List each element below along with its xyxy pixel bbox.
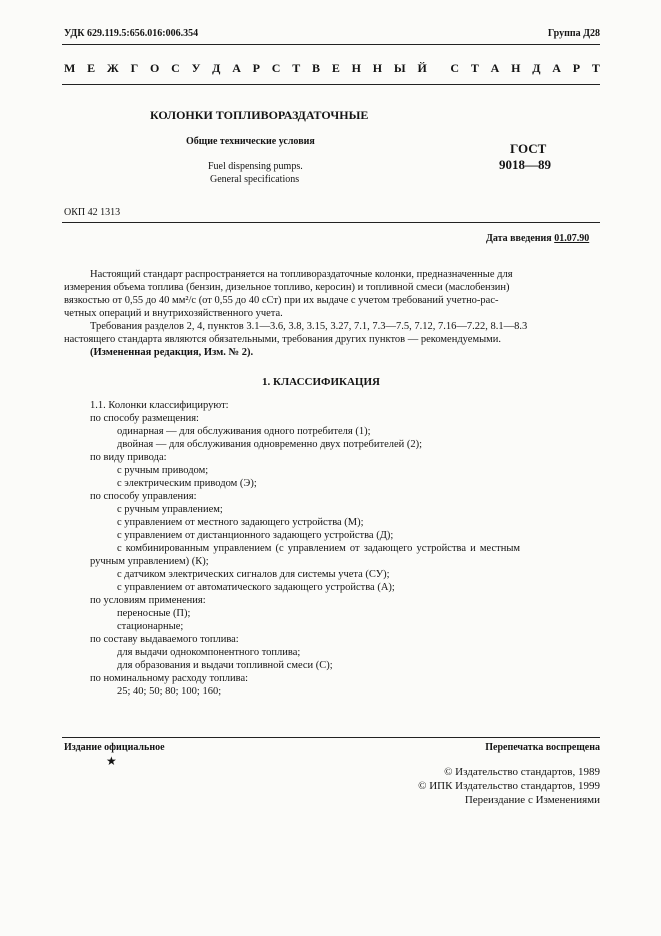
banner-letter: А — [552, 61, 561, 75]
banner-letter: Д — [532, 61, 541, 75]
english-title-line1: Fuel dispensing pumps. — [208, 161, 303, 172]
banner-letter: У — [191, 61, 201, 75]
document-title: КОЛОНКИ ТОПЛИВОРАЗДАТОЧНЫЕ — [150, 108, 369, 122]
introduction-date-value: 01.07.90 — [554, 233, 590, 244]
classification-line: с датчиком электрических сигналов для системы учета (СУ); — [117, 569, 390, 580]
classification-line: одинарная — для обслуживания одного потребителя (1); — [117, 426, 371, 437]
body-paragraph2-line2: настоящего стандарта являются обязательными, требования других пунктов — рекомендуемыми. — [64, 334, 502, 345]
banner-letter: А — [490, 61, 500, 75]
banner-letter: Н — [351, 61, 361, 75]
gost-number: 9018—89 — [499, 157, 551, 172]
reprint-prohibited-label: Перепечатка воспрещена — [485, 742, 600, 753]
okp-rule — [62, 222, 600, 223]
top-rule — [62, 44, 600, 45]
classification-line: стационарные; — [117, 621, 184, 632]
banner-letter: Т — [292, 61, 301, 75]
classification-line: с управлением от дистанционного задающего устройства (Д); — [117, 530, 394, 541]
banner-rule — [62, 84, 600, 85]
classification-line: ручным управлением) (К); — [90, 556, 209, 567]
group-code: Группа Д28 — [547, 28, 600, 39]
banner-letter: Е — [87, 61, 96, 75]
classification-line: с ручным приводом; — [117, 465, 209, 476]
banner-letter: Н — [372, 61, 383, 75]
classification-line: двойная — для обслуживания одновременно двух потребителей (2); — [117, 439, 423, 450]
okp-code: ОКП 42 1313 — [64, 207, 121, 218]
copyright-1989: © Издательство стандартов, 1989 — [444, 766, 600, 778]
classification-line: с управлением от местного задающего устройства (М); — [117, 517, 364, 528]
republication-note: Переиздание с Изменениями — [464, 794, 600, 806]
body-paragraph1-line4: четных операций и внутрихозяйственного учета. — [64, 308, 283, 319]
banner-letter: Р — [572, 61, 581, 75]
banner-letter: С — [271, 61, 281, 75]
classification-line: с ручным управлением; — [117, 504, 223, 515]
document-subtitle: Общие технические условия — [186, 136, 315, 147]
banner-letter: Т — [591, 61, 600, 75]
classification-line: 1.1. Колонки классифицируют: — [90, 400, 229, 411]
section-heading: 1. КЛАССИФИКАЦИЯ — [262, 376, 380, 388]
classification-line: по способу размещения: — [90, 413, 199, 424]
banner-letter: В — [312, 61, 321, 75]
banner-letter: С — [450, 61, 460, 75]
banner-letter: Й — [417, 61, 427, 75]
interstate-standard-banner — [64, 61, 600, 76]
official-edition-label: Издание официальное — [64, 742, 165, 753]
classification-line: по виду привода: — [90, 452, 167, 463]
banner-letter: Ы — [393, 61, 406, 75]
classification-line: с управлением от автоматического задающего устройства (А); — [117, 582, 395, 593]
body-paragraph1-line2: измерения объема топлива (бензин, дизельное топливо, керосин) и топливной смеси (маслобензин) — [64, 282, 510, 293]
body-paragraph1-line3: вязкостью от 0,55 до 40 мм²/с (от 0,55 до 40 сСт) при их выдаче с учетом требований учетно-рас- — [64, 295, 499, 306]
classification-line: по условиям применения: — [90, 595, 206, 606]
banner-letter: О — [149, 61, 160, 75]
classification-line: с электрическим приводом (Э); — [117, 478, 257, 489]
copyright-1999: © ИПК Издательство стандартов, 1999 — [418, 780, 600, 792]
banner-letter: Н — [511, 61, 521, 75]
udk-code: УДК 629.119.5:656.016:006.354 — [64, 28, 199, 39]
star-icon: ★ — [106, 754, 117, 768]
classification-line: переносные (П); — [117, 608, 191, 619]
banner-letter: Г — [130, 61, 139, 75]
classification-line: по способу управления: — [90, 491, 197, 502]
amendment-note: (Измененная редакция, Изм. № 2). — [90, 347, 254, 358]
banner-letter: А — [232, 61, 241, 75]
classification-line: для образования и выдачи топливной смеси (С); — [117, 660, 333, 671]
english-title-line2: General specifications — [210, 174, 300, 185]
classification-line: для выдачи однокомпонентного топлива; — [117, 647, 301, 658]
banner-letter: Т — [470, 61, 479, 75]
banner-letter: М — [64, 61, 76, 75]
classification-line: по номинальному расходу топлива: — [90, 673, 249, 684]
body-paragraph1-line1: Настоящий стандарт распространяется на топливораздаточные колонки, предназначенные для — [90, 269, 513, 280]
classification-line: с комбинированным управлением (с управлением от задающего устройства и местным — [117, 543, 521, 554]
classification-line: 25; 40; 50; 80; 100; 160; — [117, 686, 222, 697]
banner-letter: С — [171, 61, 180, 75]
banner-letter: Ж — [106, 61, 119, 75]
footer-rule — [62, 737, 600, 738]
banner-letter: Е — [331, 61, 340, 75]
classification-line: по составу выдаваемого топлива: — [90, 634, 239, 645]
introduction-date-label: Дата введения — [486, 233, 552, 244]
introduction-date — [486, 233, 589, 244]
banner-letter: Р — [252, 61, 260, 75]
gost-label: ГОСТ — [510, 141, 547, 156]
body-paragraph2-line1: Требования разделов 2, 4, пунктов 3.1—3.6, 3.8, 3.15, 3.27, 7.1, 7.3—7.5, 7.12, 7.16—7.22, 8.1—8.3 — [90, 321, 528, 332]
banner-letter: Д — [212, 61, 221, 75]
